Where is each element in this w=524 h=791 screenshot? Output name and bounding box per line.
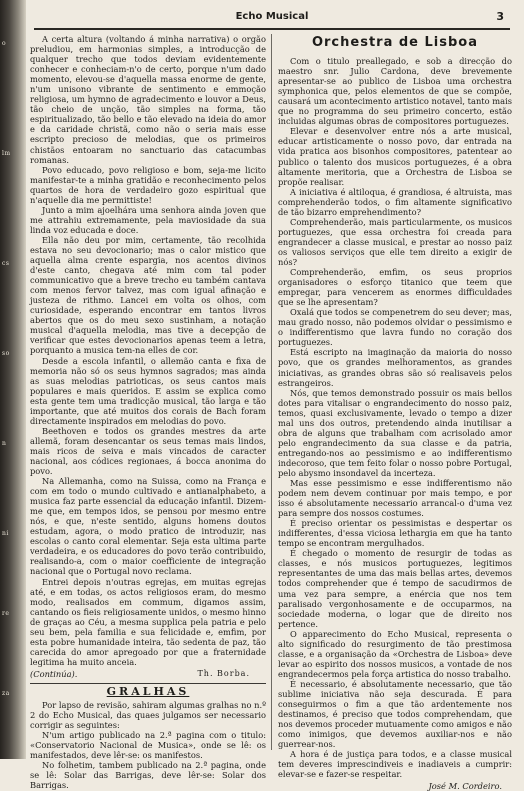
paragraph: Beethoven e todos os grandes mestres da arte allemã, foram desencantar os seus temas mais lindos, mais ricos de seiva e mais vincados de caracter nacional, aos códices regionaes, á bocca anonima do povo. (30, 425, 266, 477)
continuation-note: (Continúa). (30, 668, 78, 679)
binding-fragment: lm (2, 150, 11, 157)
page-number: 3 (496, 10, 504, 23)
paragraph: A iniciativa é altiloqua, é grandiosa, é altruista, mas comprehenderão todos, o fim altamente significativo de tão bizarro emprehendimento? (278, 186, 512, 217)
article-title: Orchestra de Lisboa (311, 35, 479, 50)
paragraph: A hora é de justiça para todos, e a classe musical tem deveres imprescindiveis e inadiaveis a cumprir: elevar-se e fazer-se respeitar. (278, 749, 512, 780)
paragraph: Com o titulo preallegado, e sob a direcção do maestro snr. Julio Cardona, deve brevemente apresentar-se ao publico de Lisboa uma orchestra symphonica que, pelos elementos de que se compõe, causará um acontecimento artistico notavel, tanto mais que no programma do seu primeiro concerto, estão incluidas algumas obras de compositores portuguezes. (278, 56, 512, 127)
binding-fragment: o (2, 40, 7, 47)
publication-title: Echo Musical (235, 11, 309, 22)
binding-fragment: ni (2, 530, 9, 537)
binding-fragment: n (2, 440, 7, 447)
section-divider (30, 683, 266, 684)
right-column (278, 34, 512, 791)
article-author: Th. Borba. (197, 668, 250, 678)
article-signature (30, 669, 266, 679)
paragraph: Comprehenderão, emfim, os seus proprios organisadores o esforço titanico que teem que empregar, para vencerem as enormes difficuldades que se lhe apresentam? (278, 267, 512, 308)
binding-fragment: cs (2, 260, 10, 267)
binding-fragment: re (2, 610, 10, 617)
book-binding-edge (0, 0, 26, 759)
paragraph: Oxalá que todos se compenetrem do seu dever; mas, mau grado nosso, não podemos olvidar o pessimismo e o indifferentismo que lavra fundo no coração dos portuguezes. (278, 307, 512, 348)
paragraph: O apparecimento do Echo Musical, representa o alto significado do resurgimento de tão prestimosa classe, e a organisação da «Orchestra de Lisboa» deve levar ao espirito dos nossos musicos, a vontade de nos engrandecermos pela força artistica do nosso trabalho. (278, 628, 512, 679)
left-column (30, 34, 266, 791)
paragraph: Está escripto na imaginação da maioria do nosso povo, que os grandes melhoramentos, as grandes iniciativas, as grandes obras são só realisaveis pelos estrangeiros. (278, 347, 512, 388)
paragraph: No folhetim, tambem publicado na 2.ª pagina, onde se lê: Solar das Barrigas, deve lêr-se: Solar dos Barrigas. (30, 760, 266, 791)
page-header (34, 10, 510, 30)
binding-fragment: za (2, 690, 10, 697)
paragraph: É necessario, é absolutamente necessario, que tão sublime iniciativa não seja descurada. É para conseguirmos o fim a que tão ardentemente nos destinamos, é preciso que todos comprehendam, que nos devemos proceder mutuamente como amigos e não como inimigos, que devemos auxiliar-nos e não guerrear-nos. (278, 678, 512, 750)
paragraph: N'um artigo publicado na 2.ª pagina com o titulo: «Conservatorio Nacional de Musica», onde se lê: os manifestados, deve lêr-se: os manifestos. (30, 730, 266, 761)
paragraph: Junto a mim ajoelhára uma senhora ainda joven que me attrahiu extremamente, pela maviosidade da sua linda voz educada e doce. (30, 204, 266, 235)
section-title: GRALHAS (106, 685, 190, 698)
paragraph: Nós, que temos demonstrado possuir os mais bellos dotes para vitalisar o engrandecimento do nosso paiz, temos, quasi exclusivamente, levado o tempo a dizer mal uns dos outros, pretendendo ainda inutilisar a obra de alguns que trabalham com acrisolado amor pelo engrandecimento da sua classe e da patria, entregando-nos ao pessimismo e ao indifferentismo indecoroso, que tem feito folar o nosso pobre Portugal, pelo abysmo insondavel da incerteza. (278, 387, 512, 478)
column-divider (271, 34, 272, 750)
article-author: José M. Cordeiro. (428, 781, 502, 791)
paragraph: Por lapso de revisão, sahiram algumas gralhas no n.º 2 do Echo Musical, das quaes julgamos ser necessario corrigir as seguintes: (30, 700, 266, 731)
paragraph: Mas esse pessimismo e esse indifferentismo não podem nem devem continuar por mais tempo, e por isso é absolutamente necessario arrancal-o d'uma vez para sempre dos nossos costumes. (278, 478, 512, 519)
paragraph: A certa altura (voltando á minha narrativa) o orgão preludiou, em harmonias simples, a introducção de qualquer trecho que todos deviam evidentemente conhecer e conheciam-n'o de certo, porque n'um dado momento, elevou-se d'aquella massa enorme de gente, n'um unisono vibrante de sentimento e emmoção religiosa, um hymno de agradecimento e louvor a Deus, tão cheio de unção, tão simples na forma, tão espiritualizado, tão bello e tão elevado na ideia do amor e da caridade christã, como não o seria mais esse escripto precioso de melodias, que os primeiros chistãos entoaram no sanctuario das catacumbas romanas. (30, 34, 266, 165)
binding-fragment: so (2, 350, 10, 357)
paragraph: Povo educado, povo religioso e bom, seja-me licito manifestar-te a minha gratidão e reconhecimento pelos quartos de hora de verdadeiro gozo espiritual que n'aquelle dia me permittiste! (30, 164, 266, 205)
paragraph: Elevar e desenvolver entre nós a arte musical, educar artisticamente o nosso povo, dar entrada na vida pratica aos bisonhos compositores, patentear ao publico o talento dos musicos portuguezes, é a obra altamente meritoria, que a Orchestra de Lisboa se propõe realisar. (278, 126, 512, 187)
paragraph: Comprehenderão, mais particularmente, os musicos portuguezes, que essa orchestra foi creada para engrandecer a classe musical, e prestar ao nosso paiz os valiosos serviços que elle tem direito a exigir de nós? (278, 216, 512, 267)
paragraph: Na Allemanha, como na Suissa, como na França e com em todo o mundo cultivado e antianalphabeto, a musica faz parte essencial da educação infantil. Dizem-me que, em tempos idos, se pensou por mesmo entre nós, e que, n'este sentido, alguns homens doutos estudam, agora, o modo pratico de introduzir, nas escolas o canto coral elementar. Seja esta ultima parte verdadeira, e os educadores do povo terão contribuido, realisando-a, com o maior coefficiente de integração nacional que o Portugal novo reclama. (30, 476, 266, 577)
paragraph: Desde a escola infantil, o allemão canta e fixa de memoria não só os seus hymnos sagrados; mas ainda as suas melodias patrioticas, os seus cantos mais populares e mais queridos. E assim se explica como esta gente tem uma tradicção musical, tão larga e tão importante, que até muitos dos corais de Bach foram directamente inspirados em melodias do povo. (30, 355, 266, 426)
paragraph: É chegado o momento de resurgir de todas as classes, e nós musicos portuguezes, legitimos representantes de uma das mais bellas artes, devemos todos comprehender que é tempo de sacudirmos de uma vez para sempre, a enércia que nos tem paralisado vergonhosamente e de occuparmos, na sociedade moderna, o logar que de direito nos pertence. (278, 548, 512, 629)
paragraph: Entrei depois n'outras egrejas, em muitas egrejas até, e em todas, os actos religiosos eram, do mesmo modo, realisados em commum, digamos assim, cantando os fieis religiosamente unidos, o mesmo hinno de graças ao Céu, a mesma supplica pela patria e pelo seu bem, pela familia e sua felicidade e, emfim, por esta pobre humanidade inteira, tão sedenta de paz, tão carecida do amor apregoado por que a fraternidade legitima ha muito anceia. (30, 576, 266, 667)
paragraph: É preciso orientar os pessimistas e despertar os indifferentes, d'essa viciosa lethargia em que ha tanto tempo se encontram mergulhados. (278, 518, 512, 549)
paragraph: Ella não deu por mim, certamente, tão recolhida estava no seu devocionario; mas o calor mistico que aquella alma crente espargia, nos acentos divinos d'este canto, chegava até mim com tal poder communicativo que a breve trecho eu também cantava com menos fervor talvez, mas com igual afinação e justeza de rithmo. Lancei em volta os olhos, com curiosidade, esperando encontrar em tantos livros abertos que os do meu sexo sustinham, a notação musical d'aquella melodia, mas tive a decepção de verificar que estes devocionarios apenas teem a letra, porquanto a musica tem-na elles de cor. (30, 234, 266, 356)
